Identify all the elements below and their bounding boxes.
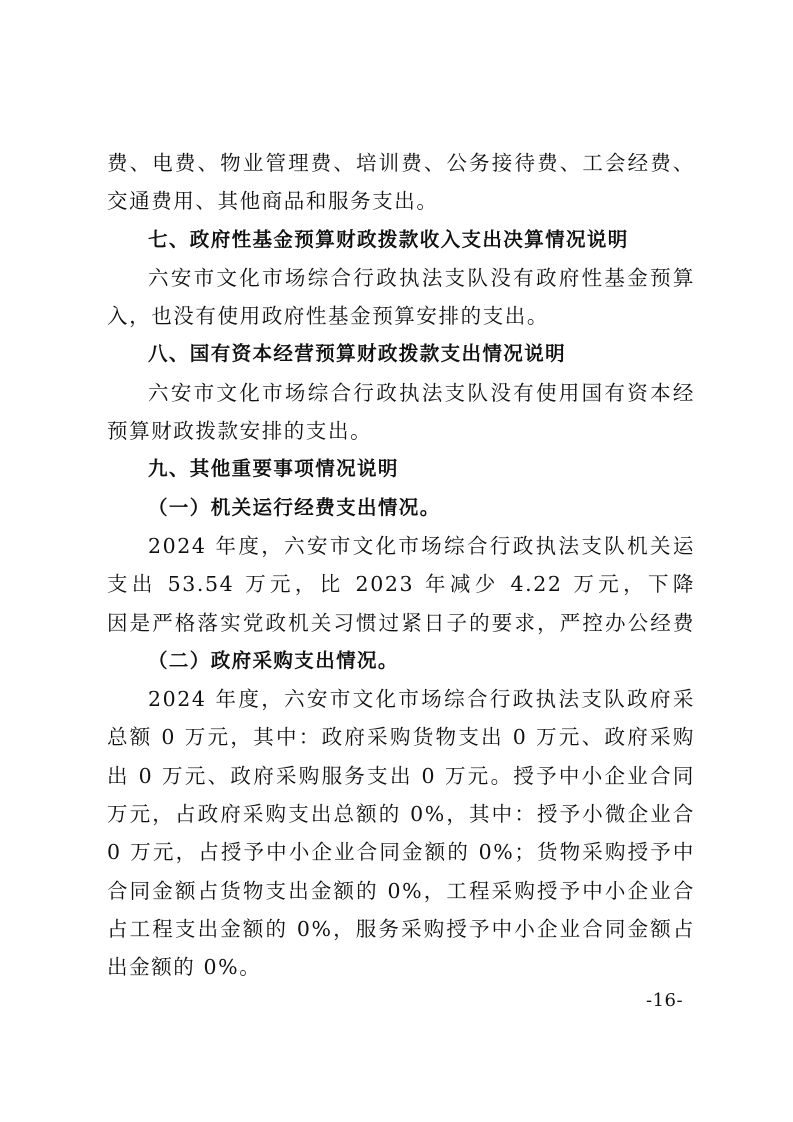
paragraph-line: 0 万元，占授予中小企业合同金额的 0%；货物采购授予中 [107, 840, 695, 865]
page-number: -16- [646, 990, 684, 1011]
paragraph-line: 六安市文化市场综合行政执法支队没有政府性基金预算 [148, 265, 695, 290]
paragraph-line: 万元，占政府采购支出总额的 0%，其中：授予小微企业合 [107, 802, 695, 827]
section-heading: （一）机关运行经费支出情况。 [148, 495, 441, 519]
section-heading: 七、政府性基金预算财政拨款收入支出决算情况说明 [148, 227, 629, 251]
paragraph-line: 六安市文化市场综合行政执法支队没有使用国有资本经 [148, 380, 695, 405]
document-body [107, 148, 695, 982]
paragraph-line: 因是严格落实党政机关习惯过紧日子的要求，严控办公经费 [107, 610, 695, 635]
paragraph-line: 总额 0 万元，其中：政府采购货物支出 0 万元、政府采购 [107, 725, 695, 750]
paragraph-line: 2024 年度，六安市文化市场综合行政执法支队政府采 [148, 687, 695, 712]
paragraph-line: 交通费用、其他商品和服务支出。 [107, 189, 439, 214]
paragraph-line: 出 0 万元、政府采购服务支出 0 万元。授予中小企业合同 [107, 763, 695, 788]
document-page [107, 148, 695, 991]
section-heading: 八、国有资本经营预算财政拨款支出情况说明 [148, 342, 567, 366]
section-heading: （二）政府采购支出情况。 [148, 648, 399, 672]
section-heading: 九、其他重要事项情况说明 [148, 457, 399, 481]
paragraph-line: 入，也没有使用政府性基金预算安排的支出。 [107, 304, 549, 329]
paragraph-line: 合同金额占货物支出金额的 0%，工程采购授予中小企业合 [107, 878, 695, 903]
paragraph-line: 占工程支出金额的 0%，服务采购授予中小企业合同金额占 [107, 916, 695, 941]
paragraph-line: 支出 53.54 万元，比 2023 年减少 4.22 万元，下降 [107, 572, 695, 597]
paragraph-line: 2024 年度，六安市文化市场综合行政执法支队机关运 [148, 533, 695, 558]
paragraph-line: 出金额的 0%。 [107, 955, 262, 980]
paragraph-line: 预算财政拨款安排的支出。 [107, 419, 373, 444]
paragraph-line: 费、电费、物业管理费、培训费、公务接待费、工会经费、 [107, 151, 695, 175]
